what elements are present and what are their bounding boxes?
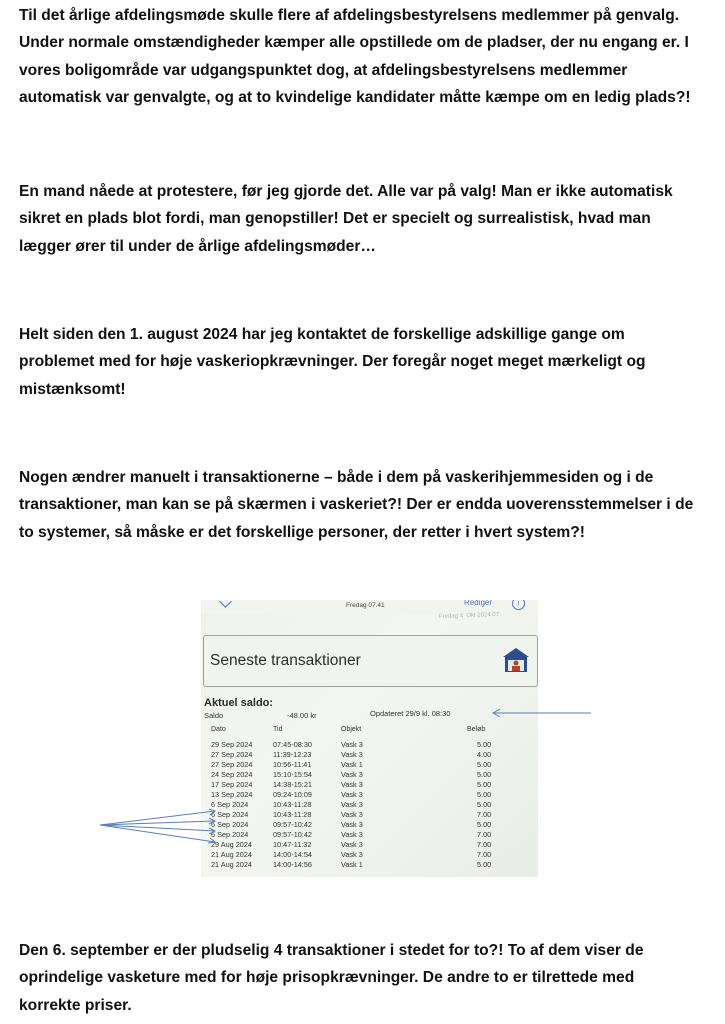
edit-link: Rediger bbox=[464, 600, 493, 607]
row-date: 24 Sep 2024 bbox=[211, 770, 253, 779]
table-row bbox=[201, 770, 538, 779]
text-line: Den 6. september er der pludselig 4 transaktioner i stedet for to?! To af dem viser de bbox=[19, 942, 644, 959]
arrow-sep6-2 bbox=[100, 821, 215, 825]
row-time: 10:43-11:28 bbox=[273, 800, 312, 809]
balance-label: Saldo bbox=[204, 711, 224, 720]
back-chevron-icon bbox=[219, 600, 232, 608]
row-amount: 7.00 bbox=[477, 840, 492, 849]
row-time: 10:43-11:28 bbox=[273, 810, 312, 819]
arrow-sep6-1 bbox=[100, 811, 215, 825]
row-time: 14:38-15:21 bbox=[273, 780, 312, 789]
row-amount: 5.00 bbox=[477, 780, 492, 789]
balance-value: -48.00 kr bbox=[287, 711, 317, 720]
home-icon bbox=[501, 646, 531, 673]
row-object: Vask 3 bbox=[341, 820, 363, 829]
row-date: 29 Aug 2024 bbox=[211, 840, 252, 849]
row-object: Vask 3 bbox=[341, 800, 363, 809]
row-amount: 7.00 bbox=[477, 830, 492, 839]
arrow-sep6-4 bbox=[100, 825, 215, 842]
row-object: Vask 3 bbox=[341, 850, 363, 859]
paragraph-manual-changes bbox=[19, 464, 709, 546]
row-time: 15:10-15:54 bbox=[273, 770, 312, 779]
paragraph-election bbox=[19, 2, 709, 112]
row-time: 14:00-14:54 bbox=[273, 850, 312, 859]
paragraph-protest bbox=[19, 178, 709, 260]
text-line: mistænksomt! bbox=[19, 380, 126, 398]
text-line: sikret en plads blot fordi, man genopstiller! Det er specielt og surrealistisk, hvad man bbox=[19, 210, 651, 228]
updated-timestamp: Opdateret 29/9 kl. 08:30 bbox=[370, 709, 451, 718]
table-row bbox=[201, 760, 538, 769]
arrow-sep6-3 bbox=[100, 825, 215, 831]
column-header-date: Dato bbox=[211, 726, 226, 733]
row-amount: 5.00 bbox=[477, 800, 492, 809]
row-date: 6 Sep 2024 bbox=[211, 810, 249, 819]
row-time: 09:57-10:42 bbox=[273, 830, 312, 839]
row-date: 6 Sep 2024 bbox=[211, 800, 249, 809]
text-line: korrekte priser. bbox=[19, 996, 132, 1014]
paragraph-sep6 bbox=[19, 937, 709, 1019]
faint-date: Fredag 4. Okt 2024 07 bbox=[438, 611, 500, 621]
row-object: Vask 1 bbox=[341, 760, 363, 769]
row-date: 21 Aug 2024 bbox=[211, 850, 252, 859]
table-row bbox=[201, 800, 538, 809]
text-line: Helt siden den 1. august 2024 har jeg kontaktet de forskellige adskillige gange om bbox=[19, 326, 625, 343]
text-line: oprindelige vasketure med for høje prisopkrævninger. De andre to er tilrettede med bbox=[19, 969, 635, 987]
paragraph-laundry-complaint bbox=[19, 321, 709, 403]
table-row bbox=[201, 780, 538, 789]
row-amount: 5.00 bbox=[477, 770, 492, 779]
row-object: Vask 3 bbox=[341, 780, 363, 789]
table-row bbox=[201, 790, 538, 799]
row-time: 10:56-11:41 bbox=[273, 760, 312, 769]
row-amount: 5.00 bbox=[477, 740, 492, 749]
row-date: 6 Sep 2024 bbox=[211, 820, 249, 829]
row-object: Vask 3 bbox=[341, 790, 363, 799]
row-time: 09:24-10:09 bbox=[273, 790, 312, 799]
text-line: Under normale omstændigheder kæmper alle opstillede om de pladser, der nu engang er. I bbox=[19, 34, 689, 52]
text-line: Nogen ændrer manuelt i transaktionerne – både i dem på vaskerihjemmesiden og i de bbox=[19, 469, 654, 486]
row-object: Vask 3 bbox=[341, 840, 363, 849]
transactions-header bbox=[203, 635, 538, 687]
row-time: 11:39-12:23 bbox=[273, 750, 312, 759]
table-row bbox=[201, 750, 538, 759]
row-date: 17 Sep 2024 bbox=[211, 780, 253, 789]
row-date: 27 Sep 2024 bbox=[211, 760, 253, 769]
row-amount: 5.00 bbox=[477, 790, 492, 799]
text-line: problemet med for høje vaskeriopkrævninger. Der foregår noget meget mærkeligt og bbox=[19, 353, 646, 371]
text-line: En mand nåede at protestere, før jeg gjorde det. Alle var på valg! Man er ikke automatisk bbox=[19, 183, 673, 200]
table-row bbox=[201, 810, 538, 819]
column-header-amount: Beløb bbox=[467, 726, 486, 733]
row-date: 29 Sep 2024 bbox=[211, 740, 253, 749]
balance-heading: Aktuel saldo: bbox=[204, 697, 274, 709]
text-line: transaktioner, man kan se på skærmen i vaskeriet?! Der er endda uoverensstemmelser i de bbox=[19, 496, 694, 514]
row-amount: 5.00 bbox=[477, 820, 492, 829]
row-amount: 7.00 bbox=[477, 810, 492, 819]
text-line: automatisk var genvalgte, og at to kvindelige kandidater måtte kæmpe om en ledig plads?! bbox=[19, 89, 691, 107]
row-date: 27 Sep 2024 bbox=[211, 750, 253, 759]
row-object: Vask 3 bbox=[341, 740, 363, 749]
row-date: 6 Sep 2024 bbox=[211, 830, 249, 839]
row-amount: 7.00 bbox=[477, 850, 492, 859]
table-row bbox=[201, 850, 538, 859]
table-row bbox=[201, 840, 538, 849]
info-icon: i bbox=[512, 600, 525, 610]
column-header-time: Tid bbox=[273, 726, 283, 733]
row-object: Vask 3 bbox=[341, 830, 363, 839]
column-header-object: Objekt bbox=[341, 726, 362, 733]
table-row bbox=[201, 820, 538, 829]
table-row bbox=[201, 740, 538, 749]
row-time: 07:45-08:30 bbox=[273, 740, 312, 749]
text-line: Til det årlige afdelingsmøde skulle flere af afdelingsbestyrelsens medlemmer på genvalg. bbox=[19, 7, 680, 24]
row-date: 21 Aug 2024 bbox=[211, 860, 252, 869]
page-title: Seneste transaktioner bbox=[210, 652, 361, 669]
row-object: Vask 1 bbox=[341, 860, 363, 869]
text-line: vores boligområde var udgangspunktet dog, at afdelingsbestyrelsens medlemmer bbox=[19, 61, 628, 79]
text-line: lægger ører til under de årlige afdelingsmøder… bbox=[19, 237, 376, 255]
row-time: 09:57-10:42 bbox=[273, 820, 312, 829]
row-date: 13 Sep 2024 bbox=[211, 790, 253, 799]
row-object: Vask 3 bbox=[341, 810, 363, 819]
table-row bbox=[201, 860, 538, 869]
row-object: Vask 3 bbox=[341, 750, 363, 759]
status-time: Fredag 07.41 bbox=[346, 602, 385, 609]
row-amount: 5.00 bbox=[477, 760, 492, 769]
text-line: to systemer, så måske er det forskellige personer, der retter i hvert system?! bbox=[19, 523, 585, 541]
row-amount: 4.00 bbox=[477, 750, 492, 759]
row-amount: 5.00 bbox=[477, 860, 492, 869]
laundry-screen-photo bbox=[201, 600, 538, 877]
row-time: 10:47-11:32 bbox=[273, 840, 312, 849]
table-row bbox=[201, 830, 538, 839]
row-object: Vask 3 bbox=[341, 770, 363, 779]
row-time: 14:00-14:56 bbox=[273, 860, 312, 869]
